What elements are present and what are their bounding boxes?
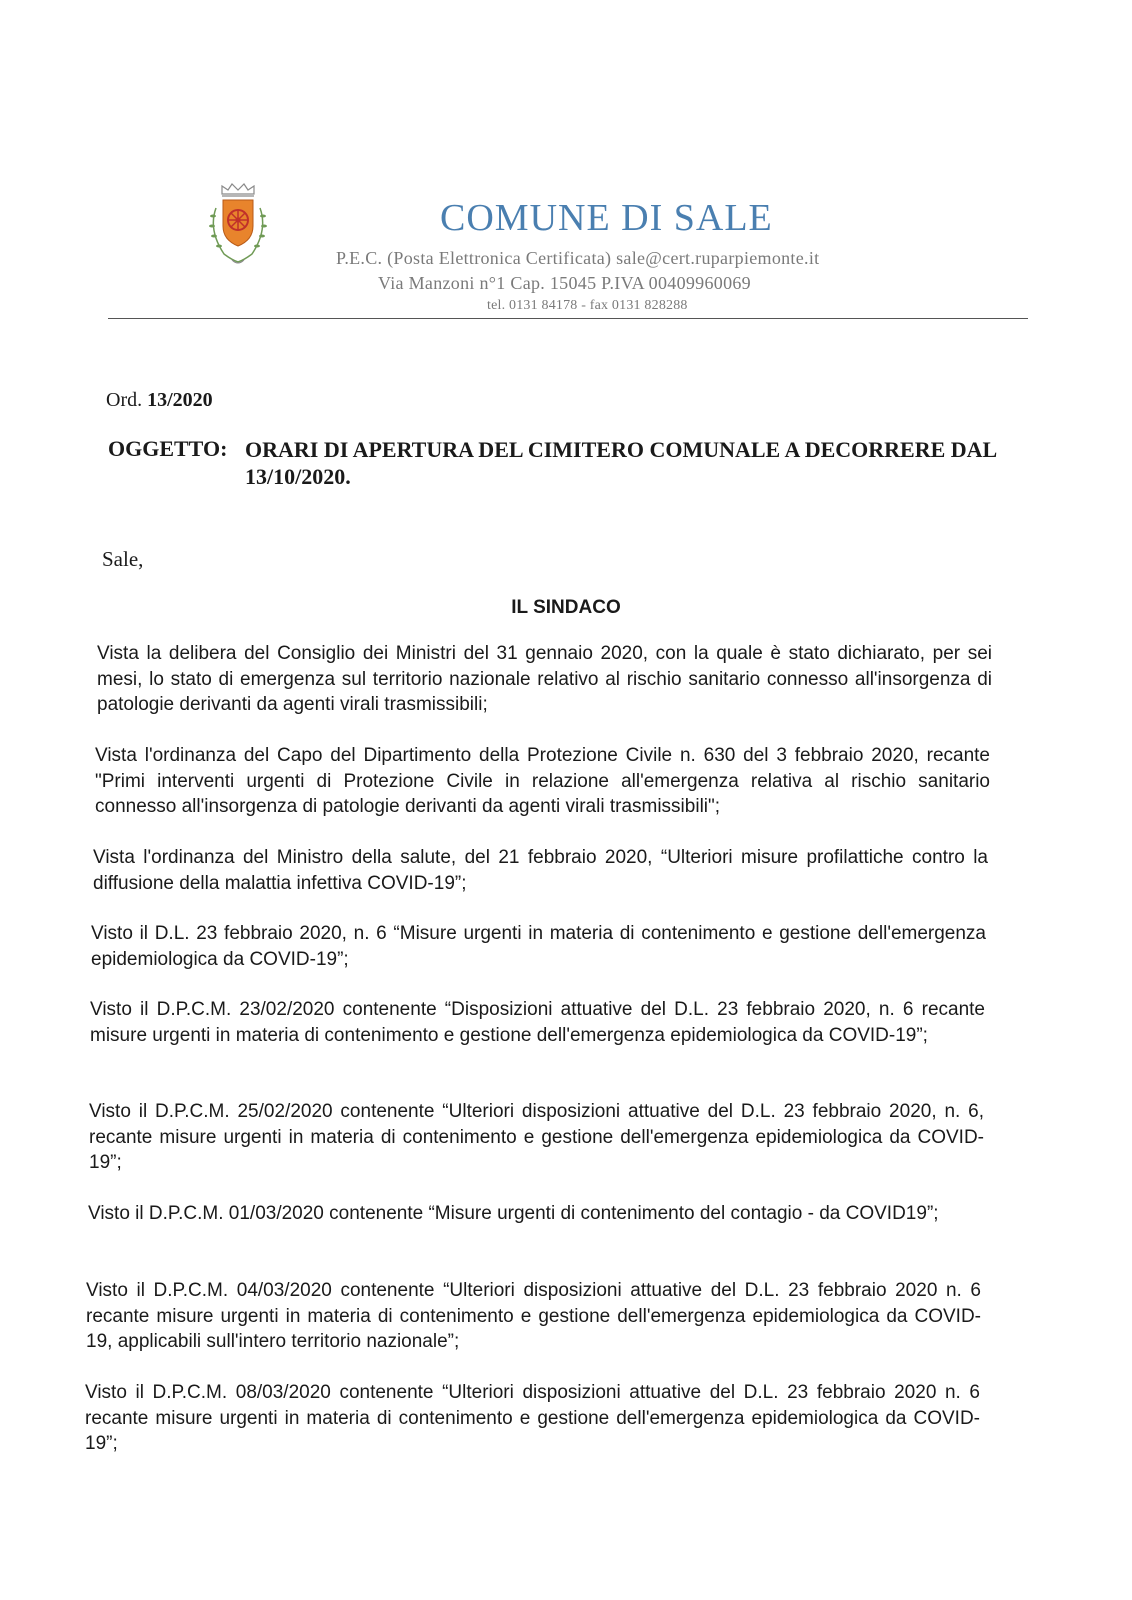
subject-label: OGGETTO: (108, 436, 228, 461)
coat-of-arms-icon (198, 180, 278, 272)
municipality-name: COMUNE DI SALE (440, 197, 773, 239)
postal-address: Via Manzoni n°1 Cap. 15045 P.IVA 00409960069 (378, 273, 751, 293)
paragraph: Visto il D.P.C.M. 04/03/2020 contenente “Ulteriori disposizioni attuative del D.L. 23 febbraio 2020 n. 6 recante misure urgenti in materia di contenimento e gestione dell'emergenza epidemiologica da COVID-19, applicabili sull'intero territorio nazionale”; (86, 1280, 981, 1352)
paragraph: Visto il D.P.C.M. 08/03/2020 contenente “Ulteriori disposizioni attuative del D.L. 23 febbraio 2020 n. 6 recante misure urgenti in materia di contenimento e gestione dell'emergenza epidemiologica da COVID-19”; (85, 1382, 980, 1454)
section-heading: IL SINDACO (511, 597, 621, 618)
ordinance-value: 13/2020 (147, 389, 213, 411)
ordinance-number (106, 389, 213, 412)
paragraph: Vista la delibera del Consiglio dei Ministri del 31 gennaio 2020, con la quale è stato dichiarato, per sei mesi, lo stato di emergenza sul territorio nazionale relativo al rischio sanitario connesso all'insorgenza di patologie derivanti da agenti virali trasmissibili; (97, 643, 992, 715)
paragraph: Visto il D.P.C.M. 23/02/2020 contenente “Disposizioni attuative del D.L. 23 febbraio 2020, n. 6 recante misure urgenti in materia di contenimento e gestione dell'emergenza epidemiologica da COVID-19”; (90, 999, 985, 1046)
paragraph: Visto il D.P.C.M. 25/02/2020 contenente “Ulteriori disposizioni attuative del D.L. 23 febbraio 2020, n. 6, recante misure urgenti in materia di contenimento e gestione dell'emergenza epidemiologica da COVID-19”; (89, 1101, 984, 1173)
paragraph: Vista l'ordinanza del Ministro della salute, del 21 febbraio 2020, “Ulteriori misure profilattiche contro la diffusione della malattia infettiva COVID-19”; (93, 847, 988, 894)
ordinance-prefix: Ord. (106, 389, 143, 411)
subject-text: ORARI DI APERTURA DEL CIMITERO COMUNALE A DECORRERE DAL 13/10/2020. (245, 437, 996, 489)
pec-address: P.E.C. (Posta Elettronica Certificata) sale@cert.ruparpiemonte.it (336, 248, 820, 268)
phone-fax: tel. 0131 84178 - fax 0131 828288 (487, 298, 688, 313)
paragraph: Visto il D.L. 23 febbraio 2020, n. 6 “Misure urgenti in materia di contenimento e gestione dell'emergenza epidemiologica da COVID-19”; (91, 923, 986, 970)
place-line: Sale, (102, 547, 144, 571)
paragraph: Visto il D.P.C.M. 01/03/2020 contenente “Misure urgenti di contenimento del contagio - da COVID19”; (88, 1203, 939, 1224)
header-divider (108, 318, 1028, 319)
paragraph: Vista l'ordinanza del Capo del Dipartimento della Protezione Civile n. 630 del 3 febbraio 2020, recante "Primi interventi urgenti di Protezione Civile in relazione all'emergenza relativa al rischio sanitario connesso all'insorgenza di patologie derivanti da agenti virali trasmissibili"; (95, 745, 990, 817)
